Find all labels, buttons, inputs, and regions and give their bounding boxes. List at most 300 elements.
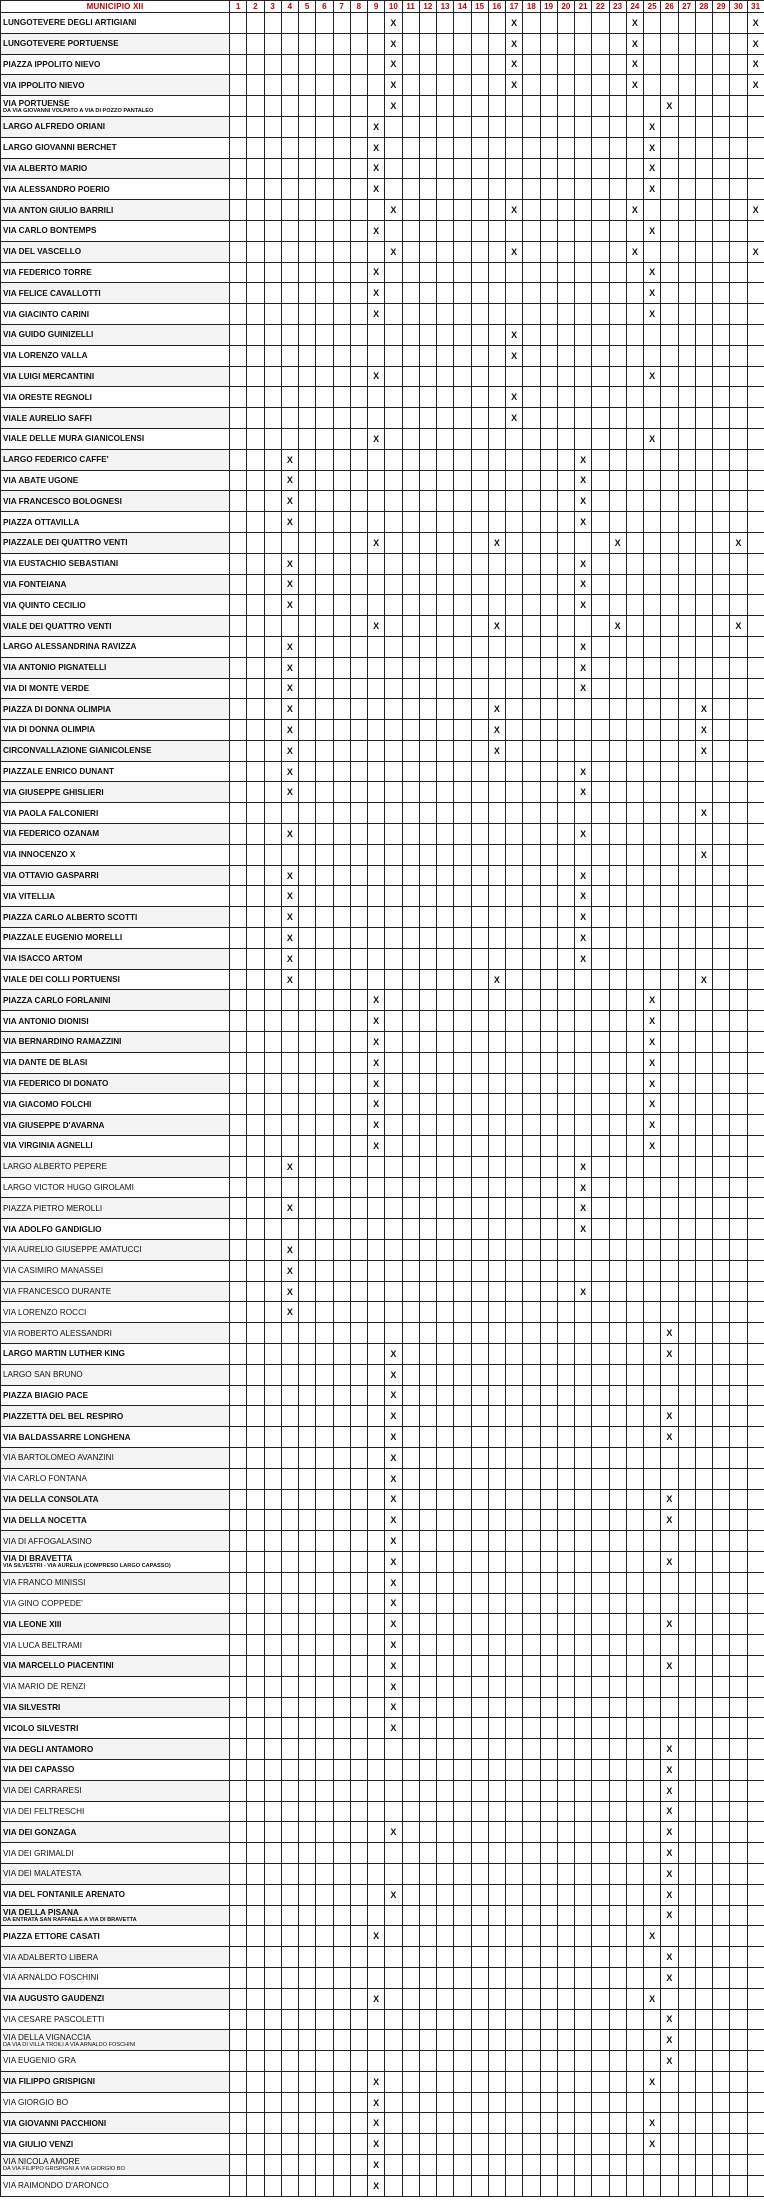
day-cell: [575, 699, 592, 720]
day-cell: [747, 1780, 764, 1801]
street-name-label: VIA ANTONIO DIONISI: [3, 1016, 89, 1026]
day-cell: [575, 1572, 592, 1593]
day-cell: [575, 2051, 592, 2072]
day-cell: [385, 636, 402, 657]
day-cell: [644, 532, 661, 553]
day-cell: [540, 2175, 557, 2196]
street-name-label: VIA LORENZO VALLA: [3, 351, 88, 361]
day-cell: [454, 283, 471, 304]
day-cell: [695, 2030, 712, 2051]
day-cell: [557, 75, 574, 96]
day-cell: [402, 262, 419, 283]
day-cell: [695, 304, 712, 325]
day-cell: [437, 2030, 454, 2051]
day-cell: [402, 1052, 419, 1073]
day-cell: [713, 324, 730, 345]
day-cell: [592, 720, 609, 741]
day-cell: [557, 1281, 574, 1302]
day-cell: [695, 1115, 712, 1136]
day-cell: [540, 449, 557, 470]
day-cell: [695, 220, 712, 241]
day-cell: [730, 241, 747, 262]
day-cell: [247, 1427, 264, 1448]
day-cell: [368, 449, 385, 470]
day-cell: [730, 1219, 747, 1240]
day-cell: [264, 1905, 281, 1926]
day-cell: [471, 1344, 488, 1365]
day-cell: [661, 200, 678, 221]
day-cell: [454, 1323, 471, 1344]
day-cell: [385, 1801, 402, 1822]
day-cell: [402, 1177, 419, 1198]
day-cell: [454, 116, 471, 137]
day-cell: [695, 387, 712, 408]
day-cell: [454, 1344, 471, 1365]
cleaning-mark: X: [644, 2134, 661, 2155]
day-cell: [437, 158, 454, 179]
day-cell: [678, 657, 695, 678]
day-cell: [575, 241, 592, 262]
day-cell: [333, 720, 350, 741]
day-cell: [506, 1843, 523, 1864]
day-cell: [368, 699, 385, 720]
day-cell: [747, 283, 764, 304]
day-cell: [471, 137, 488, 158]
day-cell: [230, 1032, 247, 1053]
day-cell: [506, 1947, 523, 1968]
day-cell: [747, 158, 764, 179]
day-cell: [695, 1447, 712, 1468]
day-cell: [230, 1364, 247, 1385]
day-cell: [316, 1011, 333, 1032]
day-cell: [592, 1863, 609, 1884]
day-cell: [247, 1323, 264, 1344]
day-cell: [264, 470, 281, 491]
day-cell: [454, 2113, 471, 2134]
day-cell: [747, 1094, 764, 1115]
day-cell: [713, 1136, 730, 1157]
day-cell: [264, 2092, 281, 2113]
day-cell: [661, 1718, 678, 1739]
day-cell: [644, 886, 661, 907]
day-cell: [281, 1427, 298, 1448]
day-cell: [609, 179, 626, 200]
day-cell: [299, 345, 316, 366]
day-cell: [350, 595, 367, 616]
day-cell: [609, 2155, 626, 2176]
day-cell: [644, 2030, 661, 2051]
day-cell: [471, 699, 488, 720]
day-cell: [454, 532, 471, 553]
day-cell: [333, 1198, 350, 1219]
day-cell: [299, 1385, 316, 1406]
day-cell: [644, 1364, 661, 1385]
day-cell: [540, 1572, 557, 1593]
day-cell: [385, 824, 402, 845]
day-cell: [281, 1177, 298, 1198]
day-cell: [713, 969, 730, 990]
day-cell: [368, 1635, 385, 1656]
cleaning-mark: X: [281, 740, 298, 761]
day-cell: [713, 990, 730, 1011]
day-cell: [437, 1364, 454, 1385]
day-cell: [350, 1531, 367, 1552]
day-cell: [730, 1094, 747, 1115]
day-cell: [488, 470, 505, 491]
day-cell: [609, 1427, 626, 1448]
day-cell: [523, 387, 540, 408]
street-name-label: VIA DANTE DE BLASI: [3, 1058, 88, 1068]
day-cell: [592, 1052, 609, 1073]
day-cell: [713, 491, 730, 512]
day-cell: [626, 1177, 643, 1198]
table-row: [1, 1219, 764, 1240]
day-cell: [575, 1364, 592, 1385]
day-cell: [281, 158, 298, 179]
day-cell: [557, 1718, 574, 1739]
day-cell: [385, 1863, 402, 1884]
day-cell: [713, 33, 730, 54]
day-cell: [385, 2071, 402, 2092]
day-cell: [747, 1655, 764, 1676]
table-row: [1, 96, 764, 117]
day-cell: [402, 824, 419, 845]
day-cell: [264, 1739, 281, 1760]
day-cell: [454, 616, 471, 637]
day-cell: [385, 1115, 402, 1136]
day-cell: [713, 1843, 730, 1864]
day-cell: [385, 1947, 402, 1968]
day-cell: [713, 366, 730, 387]
day-cell: [402, 1198, 419, 1219]
day-cell: [523, 948, 540, 969]
day-cell: [368, 824, 385, 845]
street-name: [1, 1635, 230, 1656]
day-cell: [437, 33, 454, 54]
day-cell: [661, 948, 678, 969]
day-cell: [471, 657, 488, 678]
street-name: [1, 1198, 230, 1219]
day-cell: [264, 13, 281, 34]
day-cell: [557, 96, 574, 117]
day-cell: [471, 1156, 488, 1177]
day-cell: [592, 1739, 609, 1760]
day-cell: [454, 387, 471, 408]
day-cell: [471, 470, 488, 491]
day-cell: [730, 283, 747, 304]
day-cell: [540, 2092, 557, 2113]
day-cell: [230, 595, 247, 616]
day-cell: [264, 408, 281, 429]
day-cell: [333, 96, 350, 117]
day-cell: [230, 865, 247, 886]
day-cell: [437, 179, 454, 200]
day-cell: [247, 1593, 264, 1614]
day-cell: [437, 532, 454, 553]
day-cell: [368, 1947, 385, 1968]
day-cell: [540, 824, 557, 845]
day-cell: [644, 1219, 661, 1240]
day-cell: [264, 1094, 281, 1115]
day-cell: [316, 740, 333, 761]
day-cell: [747, 1697, 764, 1718]
day-cell: [644, 1843, 661, 1864]
street-name-label: LARGO MARTIN LUTHER KING: [3, 1349, 125, 1359]
day-cell: [437, 1531, 454, 1552]
day-cell: [471, 1780, 488, 1801]
day-cell: [299, 449, 316, 470]
day-cell: [368, 512, 385, 533]
day-cell: [695, 865, 712, 886]
day-cell: [575, 13, 592, 34]
table-row: [1, 1240, 764, 1261]
street-name: [1, 1281, 230, 1302]
day-cell: [437, 969, 454, 990]
day-cell: [419, 449, 436, 470]
day-cell: [419, 262, 436, 283]
day-cell: [626, 1011, 643, 1032]
day-header: 4: [281, 1, 298, 13]
day-cell: [454, 408, 471, 429]
day-cell: [247, 1136, 264, 1157]
day-cell: [695, 616, 712, 637]
day-cell: [264, 1967, 281, 1988]
day-cell: [247, 2113, 264, 2134]
cleaning-mark: X: [575, 512, 592, 533]
day-cell: [713, 1115, 730, 1136]
day-cell: [264, 636, 281, 657]
day-cell: [368, 1780, 385, 1801]
day-cell: [609, 1011, 626, 1032]
day-cell: [368, 1385, 385, 1406]
day-cell: [488, 1364, 505, 1385]
day-cell: [333, 1780, 350, 1801]
day-cell: [437, 491, 454, 512]
day-cell: [437, 1177, 454, 1198]
day-cell: [230, 13, 247, 34]
cleaning-mark: X: [281, 761, 298, 782]
day-cell: [557, 844, 574, 865]
day-cell: [350, 1988, 367, 2009]
day-cell: [644, 1427, 661, 1448]
day-cell: [695, 824, 712, 845]
day-cell: [695, 1011, 712, 1032]
street-name-label: VIA QUINTO CECILIO: [3, 600, 86, 610]
day-cell: [713, 1406, 730, 1427]
cleaning-mark: X: [488, 616, 505, 637]
day-cell: [506, 366, 523, 387]
day-cell: [488, 2051, 505, 2072]
day-cell: [747, 1801, 764, 1822]
day-cell: [471, 116, 488, 137]
day-cell: [350, 1718, 367, 1739]
day-cell: [626, 948, 643, 969]
day-cell: [644, 1655, 661, 1676]
day-cell: [730, 1011, 747, 1032]
day-cell: [281, 1697, 298, 1718]
day-cell: [316, 803, 333, 824]
day-cell: [419, 1364, 436, 1385]
day-cell: [609, 54, 626, 75]
day-cell: [713, 179, 730, 200]
day-cell: [506, 449, 523, 470]
day-cell: [316, 1385, 333, 1406]
street-name-label: VIA GINO COPPEDE': [3, 1598, 83, 1608]
day-cell: [419, 1302, 436, 1323]
day-cell: [557, 1843, 574, 1864]
day-cell: [419, 2113, 436, 2134]
day-cell: [678, 782, 695, 803]
day-cell: [540, 1843, 557, 1864]
day-cell: [316, 1260, 333, 1281]
day-cell: [540, 200, 557, 221]
day-cell: [230, 928, 247, 949]
street-name: [1, 1115, 230, 1136]
day-cell: [488, 283, 505, 304]
cleaning-mark: X: [385, 13, 402, 34]
street-name-label: VIA ANTON GIULIO BARRILI: [3, 205, 114, 215]
day-cell: [299, 1073, 316, 1094]
day-cell: [695, 1572, 712, 1593]
day-cell: [471, 220, 488, 241]
day-cell: [437, 1427, 454, 1448]
day-cell: [402, 844, 419, 865]
day-cell: [575, 1614, 592, 1635]
day-cell: [661, 345, 678, 366]
day-cell: [747, 2134, 764, 2155]
day-cell: [316, 761, 333, 782]
day-cell: [747, 1614, 764, 1635]
day-cell: [454, 969, 471, 990]
day-cell: [281, 1551, 298, 1572]
day-cell: [713, 1385, 730, 1406]
cleaning-mark: X: [385, 1406, 402, 1427]
day-cell: [247, 740, 264, 761]
day-cell: [281, 137, 298, 158]
day-cell: [402, 1655, 419, 1676]
day-cell: [471, 428, 488, 449]
day-cell: [695, 1032, 712, 1053]
day-cell: [368, 324, 385, 345]
day-cell: [316, 2051, 333, 2072]
day-cell: [540, 1468, 557, 1489]
day-header: 28: [695, 1, 712, 13]
day-cell: [713, 636, 730, 657]
day-cell: [350, 1905, 367, 1926]
day-cell: [713, 345, 730, 366]
day-cell: [592, 116, 609, 137]
day-cell: [350, 1073, 367, 1094]
day-cell: [471, 1510, 488, 1531]
street-name-label: VIA ISACCO ARTOM: [3, 954, 83, 964]
day-cell: [350, 512, 367, 533]
day-cell: [644, 1947, 661, 1968]
day-cell: [575, 1967, 592, 1988]
day-cell: [230, 990, 247, 1011]
day-cell: [230, 220, 247, 241]
day-cell: [316, 512, 333, 533]
day-cell: [592, 512, 609, 533]
cleaning-mark: X: [661, 1510, 678, 1531]
street-name: [1, 1094, 230, 1115]
day-cell: [419, 2092, 436, 2113]
day-cell: [419, 1947, 436, 1968]
day-cell: [402, 137, 419, 158]
day-cell: [264, 283, 281, 304]
day-cell: [437, 699, 454, 720]
street-name-label: VIA DEI GRIMALDI: [3, 1848, 74, 1858]
day-cell: [488, 2030, 505, 2051]
day-cell: [264, 2155, 281, 2176]
day-cell: [230, 1843, 247, 1864]
day-cell: [368, 948, 385, 969]
day-cell: [747, 1427, 764, 1448]
day-cell: [523, 720, 540, 741]
day-header: 25: [644, 1, 661, 13]
day-cell: [299, 75, 316, 96]
day-cell: [247, 803, 264, 824]
day-cell: [333, 2113, 350, 2134]
day-cell: [557, 824, 574, 845]
day-cell: [592, 678, 609, 699]
day-cell: [419, 345, 436, 366]
day-cell: [592, 1468, 609, 1489]
day-cell: [644, 449, 661, 470]
day-cell: [506, 283, 523, 304]
day-cell: [713, 200, 730, 221]
street-name-label: VIA ORESTE REGNOLI: [3, 392, 92, 402]
day-cell: [695, 1240, 712, 1261]
day-cell: [402, 1843, 419, 1864]
day-cell: [368, 1406, 385, 1427]
day-cell: [678, 1094, 695, 1115]
day-cell: [747, 1718, 764, 1739]
day-cell: [575, 1260, 592, 1281]
day-cell: [609, 1863, 626, 1884]
day-cell: [437, 512, 454, 533]
day-cell: [747, 137, 764, 158]
day-cell: [488, 1676, 505, 1697]
day-cell: [385, 865, 402, 886]
day-cell: [299, 1739, 316, 1760]
day-cell: [661, 990, 678, 1011]
day-cell: [350, 1344, 367, 1365]
day-cell: [299, 1156, 316, 1177]
street-name-label: PIAZZALE DEI QUATTRO VENTI: [3, 538, 128, 548]
day-cell: [419, 782, 436, 803]
day-cell: [678, 595, 695, 616]
day-cell: [368, 1739, 385, 1760]
day-cell: [678, 1240, 695, 1261]
street-name: [1, 2113, 230, 2134]
day-cell: [609, 1593, 626, 1614]
cleaning-mark: X: [644, 1926, 661, 1947]
day-cell: [575, 2134, 592, 2155]
day-cell: [592, 1094, 609, 1115]
day-cell: [506, 1676, 523, 1697]
day-cell: [385, 283, 402, 304]
day-cell: [540, 2113, 557, 2134]
day-cell: [661, 678, 678, 699]
day-cell: [454, 803, 471, 824]
day-cell: [247, 948, 264, 969]
day-cell: [626, 657, 643, 678]
day-cell: [247, 1156, 264, 1177]
day-cell: [264, 2009, 281, 2030]
day-cell: [730, 990, 747, 1011]
day-cell: [575, 1468, 592, 1489]
day-cell: [592, 1801, 609, 1822]
